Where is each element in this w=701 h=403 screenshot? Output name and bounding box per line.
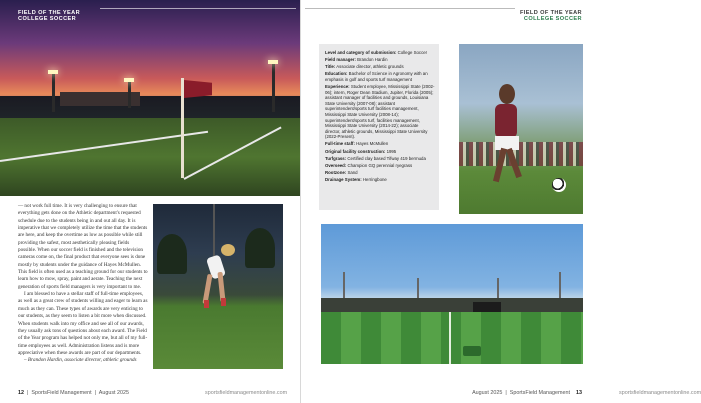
- tree: [157, 234, 187, 274]
- player-head: [499, 84, 515, 104]
- fact-value: Associate director, athletic grounds: [336, 64, 404, 70]
- page-number: 12: [18, 390, 24, 396]
- magazine-name: SportsField Management: [509, 390, 570, 396]
- fact-row: [325, 64, 435, 70]
- fact-label: Original facility construction:: [325, 148, 386, 154]
- fact-row: [325, 57, 435, 63]
- fact-value: Champion GQ perennial ryegrass: [347, 162, 413, 168]
- fact-value: Student employee, Mississippi State (2002-06); intern, Roger Dean Stadium, Jupiter, Florida (2005); assistant manager of facilities and grounds, Louisiana State University (2007-08); assistant superintendent/sports turf facilities management, Mississippi State University (2008-14); superintendent/sports turf, facilities management, Mississippi State University (2014-22); associate director, athletic grounds, Mississippi State University (2022-Present).: [325, 83, 435, 140]
- kicker-title: FIELD OF THE YEAR: [18, 10, 81, 16]
- player-shorts: [495, 136, 519, 150]
- soccer-ball: [552, 178, 566, 192]
- kicker-title: FIELD OF THE YEAR: [519, 10, 582, 16]
- fact-label: Level and category of submission:: [325, 50, 397, 55]
- field-facts-box: [319, 44, 439, 210]
- article-body: [18, 203, 148, 365]
- stadium-lamp: [124, 78, 134, 82]
- player-figure: [193, 242, 239, 300]
- right-page: [300, 0, 701, 403]
- stadium-lamp: [48, 70, 58, 74]
- page-number: 13: [576, 390, 582, 396]
- sunset-soccer-field-photo: [0, 0, 300, 196]
- fact-value: 1995: [386, 148, 397, 154]
- fact-row: [325, 177, 435, 183]
- fact-row: [325, 149, 435, 155]
- folio-url[interactable]: sportsfieldmanagementonline.com: [619, 390, 701, 396]
- mower: [463, 346, 481, 356]
- player-dribbling-photo: [459, 44, 583, 214]
- light-pole: [128, 80, 131, 108]
- fact-row: [325, 141, 435, 147]
- player-jersey: [495, 104, 517, 138]
- byline: – Brandon Hardin, associate director, athletic grounds: [24, 357, 137, 364]
- fact-value: Brandon Hardin: [357, 57, 388, 63]
- header-rule: [305, 8, 515, 9]
- folio-right: August 2025 | SportsField Management 13: [472, 390, 582, 396]
- fact-row: [325, 163, 435, 169]
- folio-left: 12 | SportsField Management | August 2025: [18, 390, 130, 396]
- fact-value: Bachelor of Science in Agronomy with an emphasis in golf and sports turf management: [325, 71, 428, 82]
- fact-row: [325, 156, 435, 162]
- header-rule: [100, 8, 296, 9]
- light-pole: [272, 62, 275, 112]
- fact-row: [325, 50, 435, 56]
- player-sock: [204, 300, 209, 308]
- section-kicker: [18, 10, 80, 22]
- fact-label: Education:: [325, 71, 348, 77]
- fact-label: Full-time staff:: [325, 141, 355, 147]
- fact-label: Overseed:: [325, 162, 347, 168]
- fact-value: Sand: [347, 169, 358, 175]
- left-page: [0, 0, 300, 403]
- fact-row: [325, 84, 435, 140]
- player-hair: [221, 244, 235, 256]
- fact-row: [325, 71, 435, 82]
- fact-label: Drainage System:: [325, 176, 362, 182]
- issue-date: August 2025: [98, 390, 130, 396]
- kicker-category: COLLEGE SOCCER: [523, 16, 582, 22]
- scoreboard: [473, 302, 501, 312]
- sideline-crowd: [459, 142, 583, 166]
- fact-value: Hayes McMullen: [356, 141, 389, 147]
- fact-value: Herringbone: [362, 176, 387, 182]
- section-kicker: [520, 10, 582, 22]
- stadium-lamp: [268, 60, 278, 64]
- fact-label: Title:: [325, 64, 336, 70]
- fact-value: Certified clay based Tifway 419 bermuda: [347, 155, 426, 161]
- tree: [245, 228, 275, 268]
- magazine-name: SportsField Management: [31, 390, 92, 396]
- player-flip-photo: [153, 204, 283, 369]
- player-sock: [221, 298, 226, 306]
- folio-url[interactable]: sportsfieldmanagementonline.com: [205, 390, 288, 396]
- body-paragraph: I am blessed to have a stellar staff of full-time employees, as well as a great crew of students willing and eager to learn as much as they can. These types of awards are very enticing to our students, as they seem to listen a bit more when discussed. When students walk into my office and see all of our awards, they usually ask tons of questions about each award. The Field of the Year program has helped not only me, but all of my full-time employees as well. Administration listens and is more appreciative when these awards are part of our departments.: [18, 291, 148, 356]
- corner-flag-pole: [181, 78, 184, 178]
- stadium-aerial-photo: [321, 224, 583, 364]
- corner-flag: [184, 80, 212, 98]
- issue-date: August 2025: [472, 390, 503, 396]
- soccer-pitch: [0, 118, 300, 196]
- light-pole: [52, 72, 55, 112]
- fact-value: College Soccer: [397, 50, 428, 55]
- halfway-line: [449, 312, 451, 364]
- fact-label: Rootzone:: [325, 169, 347, 175]
- body-paragraph: — not work full time. It is very challenging to ensure that everything gets done on the Athletic department's requested schedule due to the students being in and out all day. It is imperative that we completely utilize the time that the students are here, and keep the overtime as low as possible while still providing the safest, most aesthetically pleasing fields possible. When our soccer field is finished and the television cameras come on, the final product that everyone sees is done mostly by students under the guidance of Hayes McMullen. This field is often used as a teaching ground for our students to learn how to mow, spray, paint and aerate. Teaching the next generation of sports field managers is very important to me.: [18, 203, 148, 290]
- kicker-category: COLLEGE SOCCER: [18, 16, 77, 22]
- fact-label: Field manager:: [325, 57, 356, 63]
- striped-pitch: [321, 312, 583, 364]
- fact-label: Turfgrass:: [325, 155, 347, 161]
- fact-label: Experience:: [325, 83, 350, 89]
- fact-row: [325, 170, 435, 176]
